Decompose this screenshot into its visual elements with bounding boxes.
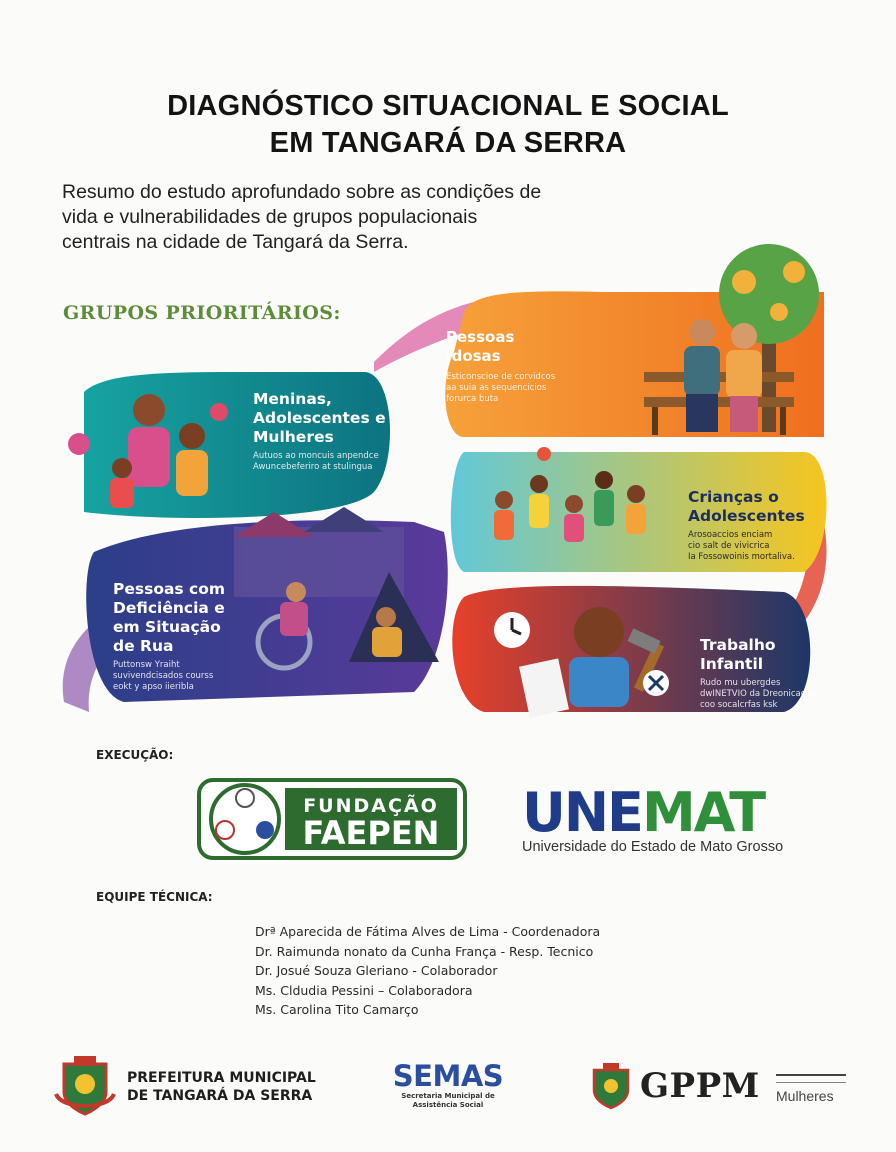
gppm-subtitle: Mulheres bbox=[776, 1088, 834, 1104]
group-title-line: Adolescentes bbox=[688, 507, 805, 525]
group-meninas bbox=[253, 390, 386, 473]
title-line-1: DIAGNÓSTICO SITUACIONAL E SOCIAL bbox=[167, 90, 729, 122]
unemat-name-mat: MAT bbox=[641, 781, 765, 844]
tangara-coat-of-arms-icon bbox=[54, 1054, 116, 1118]
group-title-line: de Rua bbox=[113, 637, 174, 655]
prefeitura-line: DE TANGARÁ DA SERRA bbox=[127, 1088, 313, 1104]
faepen-top-text: FUNDAÇÃO bbox=[303, 795, 439, 817]
document-title bbox=[0, 88, 896, 162]
gppm-divider bbox=[776, 1082, 846, 1083]
group-title-line: Meninas, bbox=[253, 390, 332, 408]
group-title-line: Infantil bbox=[700, 655, 764, 673]
group-subtitle-line: forurca buta bbox=[446, 394, 499, 404]
unemat-name bbox=[522, 781, 783, 844]
girl-figure bbox=[179, 423, 205, 449]
working-child bbox=[574, 607, 624, 657]
team-member: Dr. Raimunda nonato da Cunha França - Resp. Tecnico bbox=[255, 943, 594, 959]
group-subtitle-line: Ia Fossowoinis mortaliva. bbox=[688, 552, 795, 562]
faepen-logo bbox=[197, 778, 467, 860]
group-title-line: em Situação bbox=[113, 618, 221, 636]
team-list bbox=[255, 922, 600, 1020]
group-subtitle-line: Rudo mu ubergdes bbox=[700, 678, 781, 688]
title-line-2: EM TANGARÁ DA SERRA bbox=[269, 127, 627, 159]
unemat-logo bbox=[522, 781, 784, 855]
team-label: EQUIPE TÉCNICA: bbox=[96, 890, 213, 904]
group-subtitle-line: Puttonsw Yraiht bbox=[113, 660, 180, 670]
unemat-subtitle: Universidade do Estado de Mato Grosso bbox=[522, 839, 784, 855]
group-title-line: Pessoas bbox=[446, 328, 515, 346]
group-subtitle-line: dwINETVIO da Dreonicação bbox=[700, 689, 816, 699]
child-figure bbox=[112, 458, 132, 478]
summary-text: Resumo do estudo aprofundado sobre as condições de vida e vulnerabilidades de grupos populacionais centrais na cidade de Tangará da Serra. bbox=[62, 181, 542, 253]
group-title-line: Mulheres bbox=[253, 428, 334, 446]
group-criancas bbox=[688, 488, 805, 563]
groups-heading: GRUPOS PRIORITÁRIOS: bbox=[63, 302, 341, 324]
team-member: Dr. Josué Souza Gleriano - Colaborador bbox=[255, 963, 498, 978]
unemat-name-une: UNE bbox=[522, 781, 642, 844]
group-subtitle-line: Esticonscioe de corvidcos bbox=[446, 372, 556, 382]
semas-subtitle-line: Secretaria Municipal de bbox=[401, 1092, 495, 1100]
group-trabalho-infantil bbox=[700, 636, 816, 711]
gppm-divider bbox=[776, 1074, 846, 1076]
group-title-line: Idosas bbox=[446, 347, 501, 365]
semas-subtitle-line: Assistência Social bbox=[412, 1101, 484, 1109]
team-member: Drª Aparecida de Fátima Alves de Lima - Coordenadora bbox=[255, 924, 601, 939]
elderly-woman bbox=[731, 323, 757, 349]
group-deficiencia bbox=[113, 580, 225, 693]
group-title-line: Pessoas com bbox=[113, 580, 226, 598]
prefeitura-line: PREFEITURA MUNICIPAL bbox=[127, 1070, 316, 1086]
female-symbol-icon bbox=[68, 433, 90, 455]
execution-label: EXECUÇÃO: bbox=[96, 748, 174, 762]
group-subtitle-line: coo socalcrfas ksk bbox=[700, 700, 778, 710]
houses-backdrop bbox=[234, 527, 404, 597]
elderly-man bbox=[689, 319, 715, 345]
team-member: Ms. Carolina Tito Camarço bbox=[255, 1002, 419, 1017]
prefeitura-name bbox=[127, 1069, 316, 1105]
gppm-coat-of-arms-icon bbox=[588, 1062, 634, 1110]
heart-icon bbox=[210, 403, 228, 421]
semas-logo bbox=[378, 1060, 518, 1110]
faepen-name-text: FAEPEN bbox=[302, 814, 440, 852]
semas-subtitle bbox=[378, 1092, 518, 1110]
group-idosas bbox=[446, 328, 555, 405]
team-member: Ms. Cldudia Pessini – Colaboradora bbox=[255, 982, 473, 998]
group-subtitle-line: suvivendcisados courss bbox=[113, 671, 214, 681]
group-subtitle-line: cio salt de vivicrica bbox=[688, 541, 770, 551]
gppm-name: GPPM bbox=[640, 1066, 760, 1106]
group-subtitle-line: aa suia as sequencicios bbox=[446, 383, 547, 393]
semas-name: SEMAS bbox=[392, 1059, 504, 1093]
group-subtitle-line: Arosoaccios enciam bbox=[688, 530, 773, 540]
group-subtitle-line: Autuos ao moncuis anpendce bbox=[253, 451, 379, 461]
group-title-line: Crianças o bbox=[688, 488, 779, 506]
group-subtitle-line: eokt y apso iieribla bbox=[113, 682, 194, 692]
group-title-line: Deficiência e bbox=[113, 599, 225, 617]
group-title-line: Adolescentes e bbox=[253, 409, 386, 427]
group-subtitle-line: Awuncebeferiro at stulingua bbox=[253, 462, 373, 472]
woman-figure bbox=[133, 394, 165, 426]
group-title-line: Trabalho bbox=[700, 636, 776, 654]
